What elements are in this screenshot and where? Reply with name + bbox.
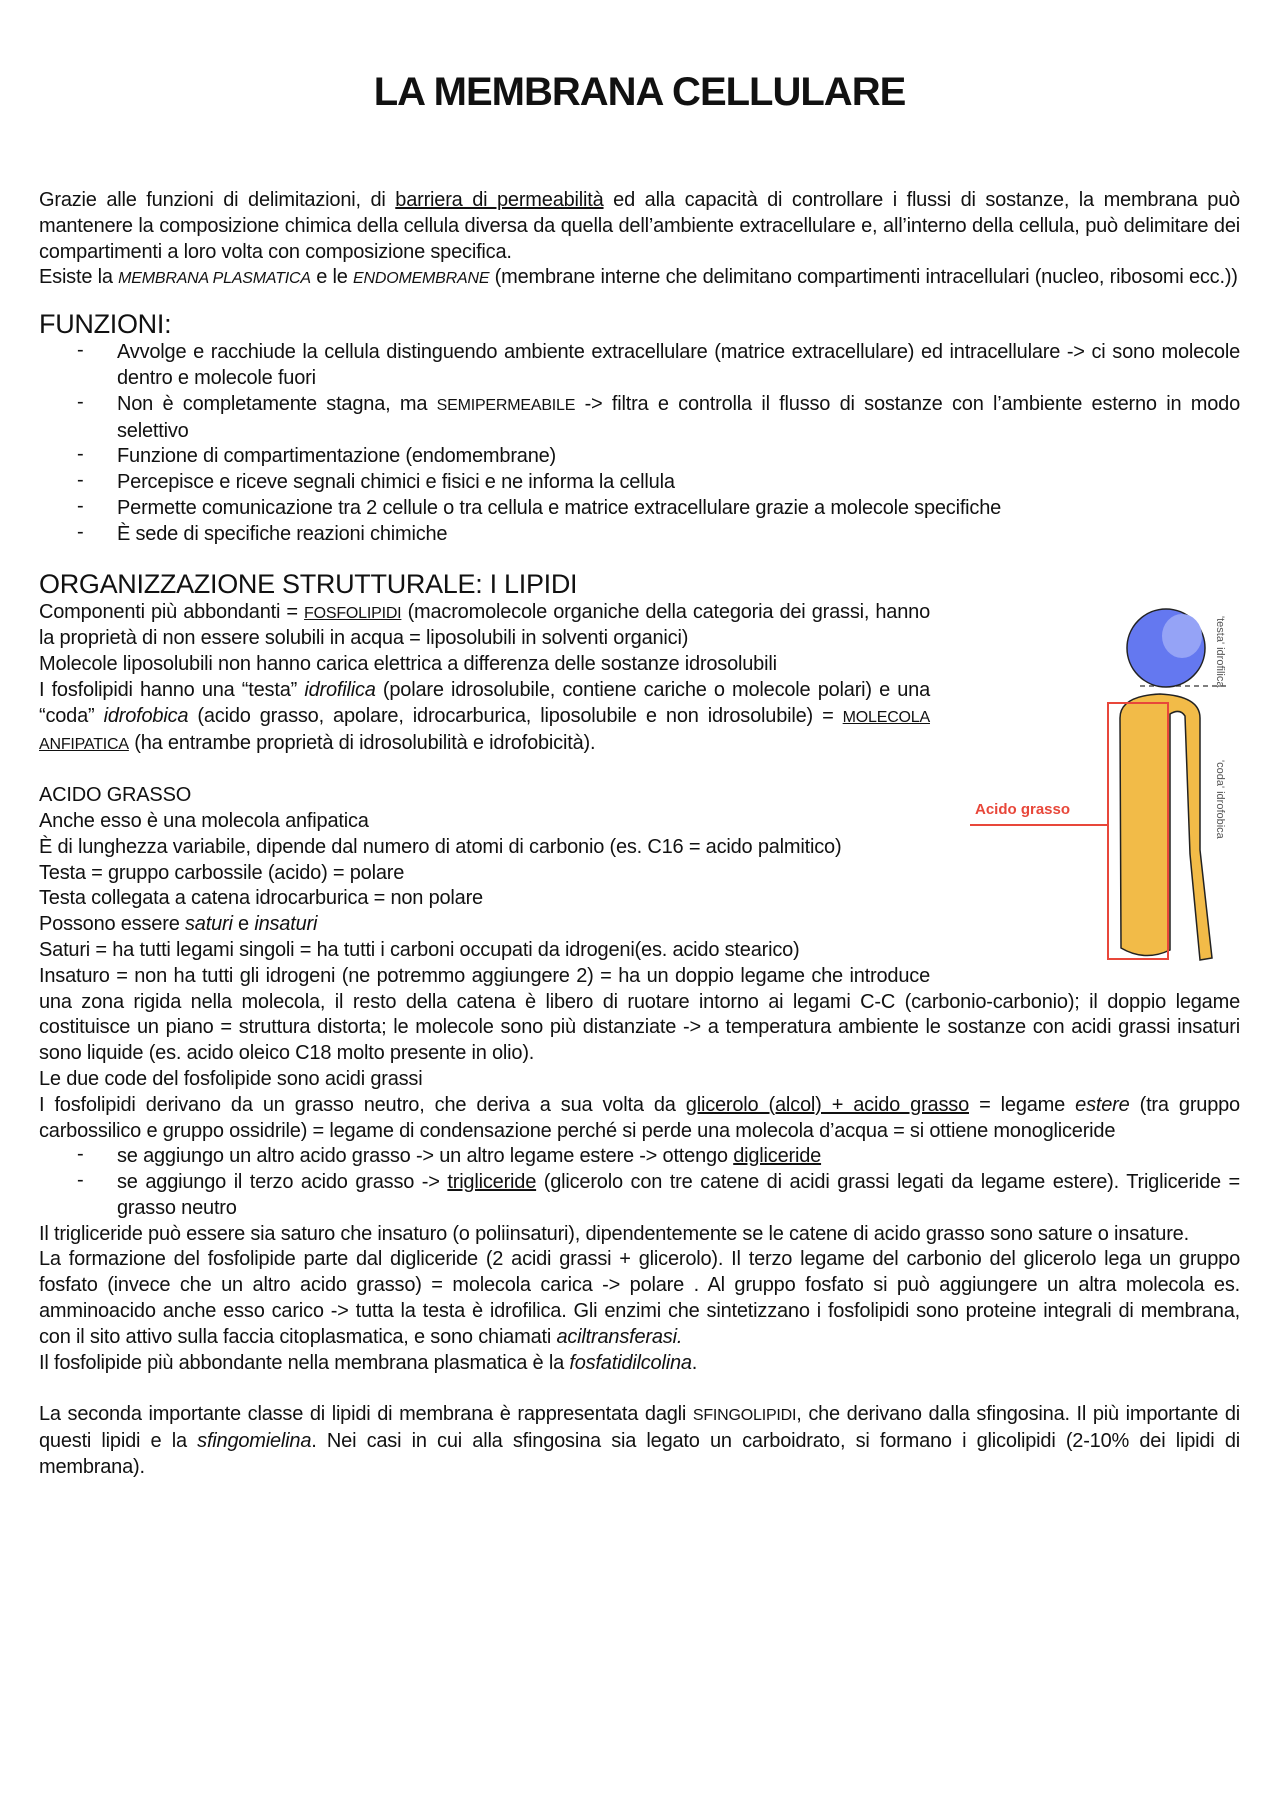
text: Funzione di compartimentazione (endomembrane) (117, 445, 557, 468)
text: (acido grasso, apolare, idrocarburica, liposolubile e non idrosolubile) = (188, 704, 843, 727)
text: = legame (969, 1093, 1076, 1116)
intro-paragraph-2 (39, 265, 1240, 292)
text: Percepisce e riceve segnali chimici e fisici e ne informa la cellula (117, 471, 675, 494)
text: e le (310, 266, 354, 289)
list-item (77, 470, 1240, 496)
term: ENDOMEMBRANE (353, 270, 490, 288)
acido-line: Testa = gruppo carbossile (acido) = polare (39, 861, 405, 884)
acido-heading: ACIDO GRASSO (39, 784, 192, 807)
text: se aggiungo un altro acido grasso -> un altro legame estere -> ottengo (117, 1145, 734, 1168)
underlined-term: trigliceride (447, 1171, 537, 1194)
intro-paragraph (39, 188, 1240, 265)
underlined-term: barriera di permeabilità (395, 189, 604, 211)
page-title: LA MEMBRANA CELLULARE (373, 70, 906, 114)
text: (glicerolo con tre catene di acidi grassi legati da legame estere). Trigliceride = grasso neutro (117, 1171, 1240, 1219)
lipidi-paragraph-2: Molecole liposolubili non hanno carica elettrica a differenza delle sostanze idrosolubili (39, 653, 777, 676)
acido-line (39, 1093, 1240, 1145)
text: (tra gruppo carbossilico e gruppo ossidrile) = legame di condensazione perché si perde una molecola d’acqua = si ottiene monogliceride (39, 1093, 1240, 1142)
tail-label: 'coda' idrofobica (1214, 759, 1226, 839)
term: insaturi (254, 913, 318, 936)
text: Non è completamente stagna, ma (117, 392, 437, 415)
text: Permette comunicazione tra 2 cellule o tra cellula e matrice extracellulare grazie a molecole specifiche (117, 496, 1002, 519)
acido-line: Insaturo = non ha tutti gli idrogeni (ne potremmo aggiungere 2) = ha un doppio legame che introduce una zona rigida nella molecola, il resto della catena è libero di ruotare intorno ai legami C-C (carbonio-carbonio); il doppio legame costituisce un piano = struttura distorta; le molecole sono più distanziate -> a temperatura ambiente le sostanze con acidi grassi insaturi sono liquide (es. acido oleico C18 molto presente in olio). (39, 964, 1240, 1065)
text: Possono essere (39, 913, 185, 936)
list-item (77, 1144, 1240, 1170)
head-highlight (1162, 614, 1202, 658)
acido-line: Le due code del fosfolipide sono acidi grassi (39, 1067, 423, 1090)
underlined-term: digliceride (733, 1145, 822, 1168)
acido-line: Il trigliceride può essere sia saturo che insaturo (o poliinsaturi), dipendentemente se le catene di acido grasso sono sature o insature. (39, 1222, 1189, 1245)
text: I fosfolipidi derivano da un grasso neutro, che deriva a sua volta da (39, 1093, 686, 1116)
term: aciltransferasi. (556, 1325, 683, 1348)
funzioni-list (39, 340, 1240, 547)
text: , che derivano dalla sfingosina. Il più importante di questi lipidi e la (39, 1403, 1240, 1453)
term: saturi (184, 913, 233, 936)
acido-line: È di lunghezza variabile, dipende dal numero di atomi di carbonio (es. C16 = acido palmitico) (39, 835, 842, 858)
list-item (77, 496, 1240, 522)
gliceridi-list (39, 1144, 1240, 1221)
list-item (77, 340, 1240, 392)
list-item (77, 1170, 1240, 1222)
acido-line: Saturi = ha tutti legami singoli = ha tutti i carboni occupati da idrogeni(es. acido stearico) (39, 938, 800, 961)
list-item (77, 392, 1240, 445)
underlined-term: FOSFOLIPIDI (304, 604, 402, 622)
text: Grazie alle funzioni di delimitazioni, di (39, 189, 396, 211)
section-heading-lipidi: ORGANIZZAZIONE STRUTTURALE: I LIPIDI (39, 568, 578, 599)
term: idrofilica (304, 678, 376, 701)
text: -> filtra e controlla il flusso di sostanze con l’ambiente esterno in modo selettivo (117, 392, 1240, 442)
text: . (691, 1351, 698, 1374)
acido-line (39, 1351, 1240, 1377)
acido-line: Testa collegata a catena idrocarburica = non polare (39, 887, 483, 910)
text: . Nei casi in cui alla sfingosina sia legato un carboidrato, si formano i glicolipidi (2-10% dei lipidi di membrana). (39, 1430, 1240, 1478)
acido-line: Anche esso è una molecola anfipatica (39, 809, 369, 832)
text: (membrane interne che delimitano compartimenti intracellulari (nucleo, ribosomi ecc.)) (489, 266, 1238, 289)
section-heading-funzioni: FUNZIONI: (39, 309, 172, 340)
text: La formazione del fosfolipide parte dal digliceride (2 acidi grassi + glicerolo). Il terzo legame del carbonio del glicerolo lega un gruppo fosfato (invece che un altro acido grasso) = molecola carica -> polare . Al gruppo fosfato si può aggiungere un altra molecola es. amminoacido anche esso carico -> tutta la testa è idrofilica. Gli enzimi che sintetizzano i fosfolipidi sono proteine integrali di membrana, con il sito attivo sulla faccia citoplasmatica, e sono chiamati (39, 1248, 1240, 1348)
text: (macromolecole organiche della categoria dei grassi, hanno la proprietà di non essere solubili in acqua = liposolubili in solventi organici) (39, 600, 930, 650)
underlined-term: glicerolo (alcol) + acido grasso (685, 1093, 969, 1116)
phospholipid-diagram (950, 600, 1240, 980)
tail-shape (1120, 694, 1212, 960)
term: estere (1075, 1093, 1130, 1116)
sfingolipidi-paragraph (39, 1402, 1240, 1480)
term: MEMBRANA PLASMATICA (118, 270, 311, 288)
text: I fosfolipidi hanno una “testa” (39, 678, 305, 701)
term: fosfatidilcolina (569, 1351, 692, 1374)
head-label: 'testa' idrofilica (1214, 615, 1226, 688)
text: (ha entrambe proprietà di idrosolubilità e idrofobicità). (128, 731, 596, 754)
text: La seconda importante classe di lipidi di membrana è rappresentata dagli (39, 1403, 693, 1426)
term: sfingomielina (197, 1430, 312, 1453)
text: Esiste la (39, 266, 119, 289)
term: SEMIPERMEABILE (436, 396, 576, 414)
list-item (77, 444, 1240, 470)
term: SFINGOLIPIDI (692, 1407, 797, 1425)
text: e (232, 913, 255, 936)
phospholipid-figure (950, 600, 1240, 980)
text: Componenti più abbondanti = (39, 600, 305, 623)
acido-line (39, 1247, 1240, 1350)
text: È sede di specifiche reazioni chimiche (117, 522, 448, 545)
text: (polare idrosolubile, contiene cariche o molecole polari) e una “coda” (39, 678, 931, 727)
text: se aggiungo il terzo acido grasso -> (117, 1171, 448, 1194)
text: Il fosfolipide più abbondante nella membrana plasmatica è la (39, 1351, 570, 1374)
term: idrofobica (103, 704, 189, 727)
text: Avvolge e racchiude la cellula distinguendo ambiente extracellulare (matrice extracellulare) ed intracellulare -> ci sono molecole dentro e molecole fuori (117, 341, 1240, 389)
underlined-term: MOLECOLA ANFIPATICA (39, 708, 930, 753)
acid-label: Acido grasso (975, 800, 1071, 818)
text: ed alla capacità di controllare i flussi di sostanze, la membrana può mantenere la composizione chimica della cellula diversa da quella dell’ambiente extracellulare e, all’interno della cellula, può delimitare dei compartimenti a loro volta con composizione specifica. (39, 189, 1240, 263)
list-item (77, 522, 1240, 548)
